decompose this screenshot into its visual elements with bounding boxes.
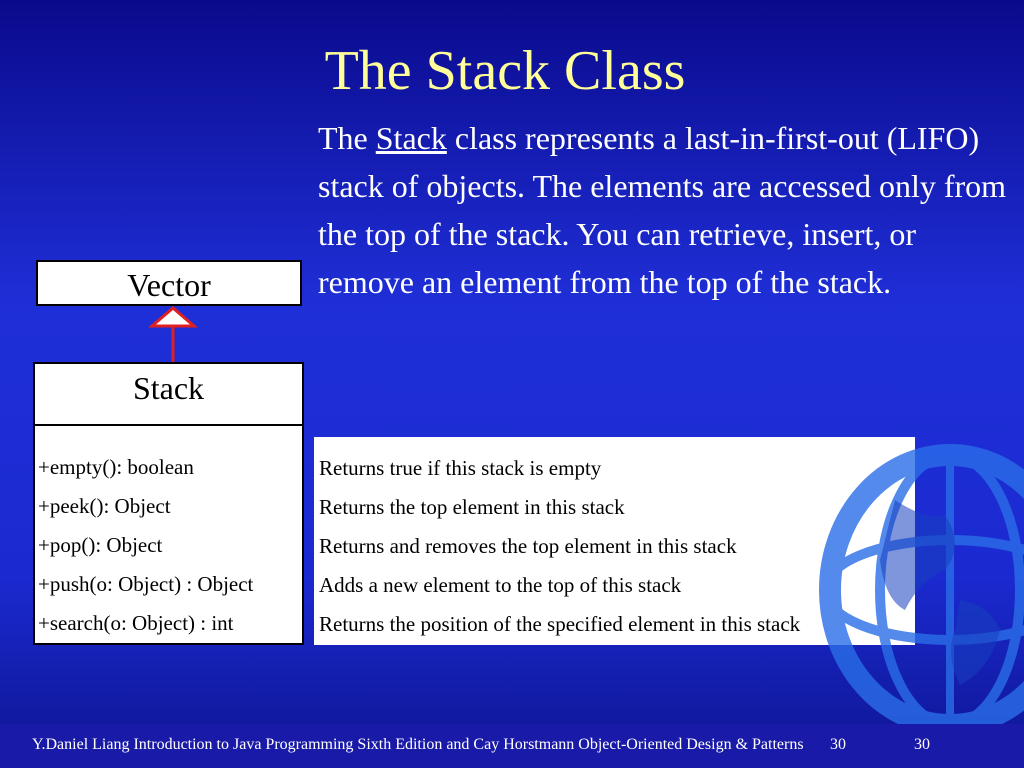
description-search: Returns the position of the specified element in this stack [319, 612, 801, 636]
description-pop: Returns and removes the top element in this stack [319, 534, 737, 558]
method-peek: +peek(): Object [38, 494, 171, 518]
method-empty: +empty(): boolean [38, 455, 194, 479]
intro-paragraph [318, 114, 1018, 306]
intro-text-before: The [318, 120, 376, 156]
description-push: Adds a new element to the top of this stack [319, 573, 682, 597]
vector-class-box: Vector [36, 260, 302, 306]
description-empty: Returns true if this stack is empty [319, 456, 602, 480]
slide-title: The Stack Class [324, 40, 686, 102]
globe-decoration-icon [800, 440, 1024, 730]
stack-class-title: Stack [35, 364, 302, 426]
intro-text-after: class represents a last-in-first-out (LIFO) stack of objects. The elements are accessed only from the top of the stack. You can retrieve, insert, or remove an element from the top of the stack. [318, 120, 1007, 300]
stack-class-box [33, 362, 304, 645]
footer-credit: Y.Daniel Liang Introduction to Java Programming Sixth Edition and Cay Horstmann Object-Oriented Design & Patterns [32, 736, 804, 753]
method-push: +push(o: Object) : Object [38, 572, 254, 596]
page-number-overlay: 30 [914, 736, 930, 753]
stack-class-name: Stack [375, 120, 447, 156]
method-list [35, 426, 302, 643]
inheritance-arrow-icon [148, 306, 198, 364]
method-pop: +pop(): Object [38, 533, 163, 557]
description-peek: Returns the top element in this stack [319, 495, 625, 519]
method-search: +search(o: Object) : int [38, 611, 234, 635]
page-number: 30 [830, 736, 846, 753]
